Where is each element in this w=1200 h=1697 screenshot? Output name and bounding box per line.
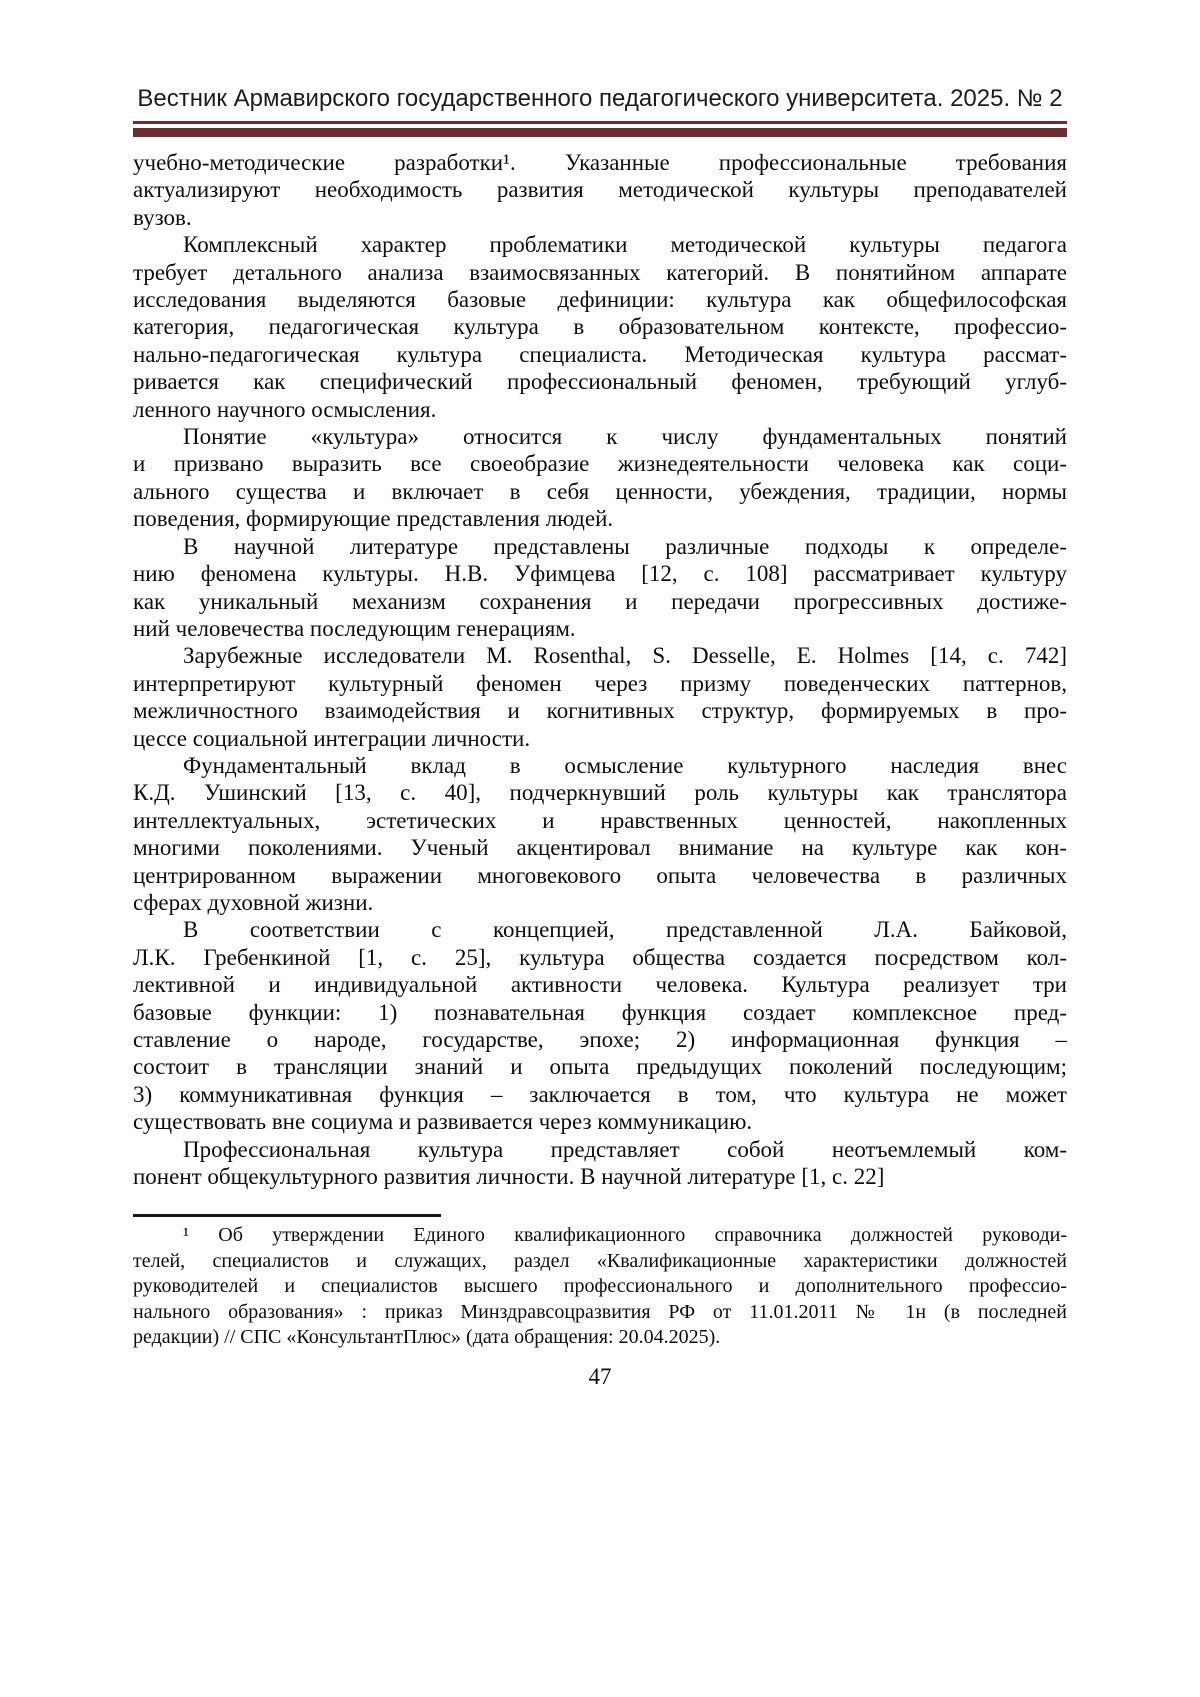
paragraph-line: Л.К. Гребенкиной [1, с. 25], культура общества создается посредством кол- [133, 944, 1067, 970]
paragraph-line: понент общекультурного развития личности. В научной литературе [1, с. 22] [133, 1164, 885, 1190]
paragraph-line: Комплексный характер проблематики методической культуры педагога [183, 232, 1067, 258]
paragraph-line: нально-педагогическая культура специалиста. Методическая культура рассмат- [133, 341, 1067, 367]
paragraph-line: интерпретируют культурный феномен через призму поведенческих паттернов, [133, 670, 1067, 696]
paragraph [133, 642, 1067, 752]
paragraph-line: Зарубежные исследователи M. Rosenthal, S. Desselle, E. Holmes [14, с. 742] [183, 643, 1067, 669]
paragraph-line: ривается как специфический профессиональный феномен, требующий углуб- [133, 369, 1067, 395]
paragraph [133, 916, 1067, 1135]
paragraph-line: ленного научного осмысления. [133, 396, 437, 422]
paragraph-line: сферах духовной жизни. [133, 889, 374, 915]
header-rule-thick [133, 128, 1067, 137]
footnote-line: нального образования» : приказ Минздравсоцразвития РФ от 11.01.2011 № 1н (в последней [133, 1300, 1067, 1323]
paragraph-line: и призвано выразить все своеобразие жизнедеятельности человека как соци- [133, 451, 1067, 477]
header-rule-thin [133, 121, 1067, 124]
article-body [133, 149, 1067, 1190]
paragraph-line: исследования выделяются базовые дефиниции: культура как общефилософская [133, 287, 1067, 313]
paragraph-line: ставление о народе, государстве, эпохе; 2) информационная функция – [133, 1027, 1067, 1052]
paragraph-line: учебно-методические разработки¹. Указанные профессиональные требования [133, 150, 1067, 175]
paragraph-line: интеллектуальных, эстетических и нравственных ценностей, накопленных [133, 807, 1067, 833]
paragraph-line: многими поколениями. Ученый акцентировал внимание на культуре как кон- [133, 835, 1067, 861]
paragraph-line: межличностного взаимодействия и когнитивных структур, формируемых в про- [133, 698, 1067, 724]
paragraph [133, 1136, 1067, 1191]
paragraph-line: ального существа и включает в себя ценности, убеждения, традиции, нормы [133, 478, 1067, 504]
paragraph-line: вузов. [133, 204, 192, 230]
paragraph-line: Фундаментальный вклад в осмысление культурного наследия внес [183, 752, 1067, 778]
paragraph-line: К.Д. Ушинский [13, с. 40], подчеркнувший роль культуры как транслятора [133, 780, 1067, 806]
paragraph-line: В научной литературе представлены различные подходы к определе- [183, 533, 1067, 559]
paragraph-line: базовые функции: 1) познавательная функция создает комплексное пред- [133, 999, 1067, 1025]
footnote [133, 1223, 1067, 1350]
paragraph-line: требует детального анализа взаимосвязанных категорий. В понятийном аппарате [133, 259, 1067, 285]
paragraph-line: категория, педагогическая культура в образовательном контексте, профессио- [133, 314, 1067, 340]
paragraph-line: поведения, формирующие представления людей. [133, 506, 614, 532]
paragraph-line: 3) коммуникативная функция – заключается в том, что культура не может [133, 1081, 1067, 1107]
footnote-line: ¹ Об утверждении Единого квалификационного справочника должностей руководи- [183, 1224, 1067, 1247]
footnote-line: руководителей и специалистов высшего профессионального и дополнительного профессио- [133, 1275, 1067, 1298]
paragraph-line: существовать вне социума и развивается через коммуникацию. [133, 1109, 753, 1135]
paragraph [133, 423, 1067, 533]
paragraph-line: как уникальный механизм сохранения и передачи прогрессивных достиже- [133, 588, 1067, 614]
paragraph-line: актуализируют необходимость развития методической культуры преподавателей [133, 177, 1067, 203]
paragraph-line: лективной и индивидуальной активности человека. Культура реализует три [133, 972, 1067, 998]
paragraph [133, 752, 1067, 916]
paragraph-line: цессе социальной интеграции личности. [133, 725, 531, 751]
footnote-line: телей, специалистов и служащих, раздел «Квалификационные характеристики должностей [133, 1249, 1067, 1272]
paragraph-line: нию феномена культуры. Н.В. Уфимцева [12, с. 108] рассматривает культуру [133, 561, 1067, 587]
paragraph-line: Профессиональная культура представляет собой неотъемлемый ком- [183, 1136, 1067, 1162]
paragraph-line: Понятие «культура» относится к числу фундаментальных понятий [183, 424, 1067, 450]
paragraph [133, 231, 1067, 423]
page-content [133, 0, 1067, 1390]
page-number: 47 [588, 1364, 612, 1390]
paragraph-line: ний человечества последующим генерациям. [133, 615, 576, 641]
paragraph [133, 533, 1067, 643]
paragraph-line: состоит в трансляции знаний и опыта предыдущих поколений последующим; [133, 1054, 1067, 1080]
paragraph-line: В соответствии с концепцией, представленной Л.А. Байковой, [183, 917, 1067, 943]
paragraph [133, 149, 1067, 231]
journal-header: Вестник Армавирского государственного педагогического университета. 2025. № 2 [137, 85, 1063, 112]
footnote-line: редакции) // СПС «КонсультантПлюс» (дата обращения: 20.04.2025). [133, 1326, 721, 1349]
footnote-divider [133, 1214, 441, 1217]
paragraph-line: центрированном выражении многовекового опыта человечества в различных [133, 862, 1067, 888]
